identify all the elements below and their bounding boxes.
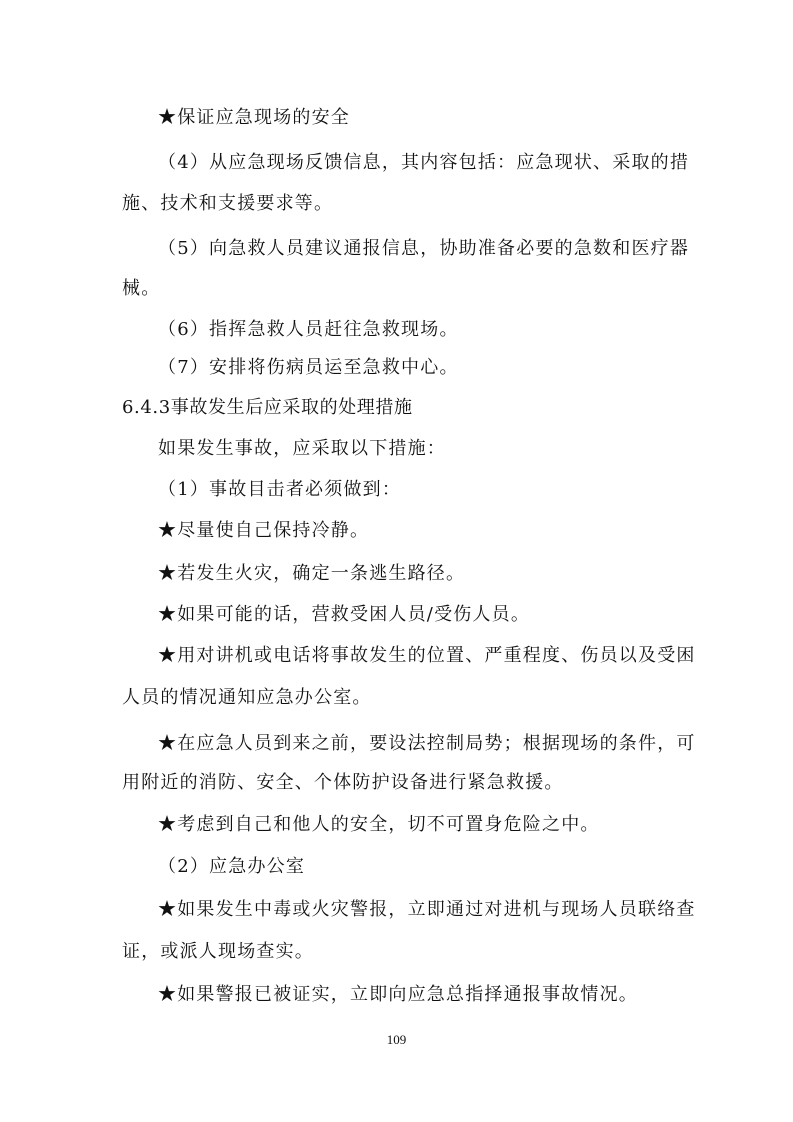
paragraph-line: ★如果可能的话，营救受困人员/受伤人员。 (158, 604, 531, 625)
paragraph-line: 械。 (122, 278, 161, 299)
paragraph-line: 用附近的消防、安全、个体防护设备进行紧急救援。 (122, 772, 564, 793)
paragraph-line: ★在应急人员到来之前，要设法控制局势；根据现场的条件，可 (158, 733, 696, 754)
paragraph-line: ★考虑到自己和他人的安全，切不可置身危险之中。 (158, 814, 600, 835)
paragraph-line: （6）指挥急救人员赶往急救现场。 (158, 319, 459, 340)
paragraph-line: 人员的情况通知应急办公室。 (122, 687, 372, 708)
paragraph-line: （5）向急救人员建议通报信息，协助准备必要的急数和医疗器 (158, 238, 690, 259)
section-heading: 6.4.3事故发生后应采取的处理措施 (122, 397, 413, 418)
paragraph-line: ★如果发生中毒或火灾警报，立即通过对进机与现场人员联络查 (158, 899, 696, 920)
page-number: 109 (386, 1032, 407, 1047)
paragraph-line: （7）安排将伤病员运至急救中心。 (158, 357, 459, 378)
paragraph-line: （2）应急办公室 (158, 856, 306, 877)
paragraph-line: 证，或派人现场查实。 (122, 941, 314, 962)
paragraph-line: ★如果警报已被证实，立即向应急总指择通报事故情况。 (158, 984, 638, 1005)
paragraph-line: （4）从应急现场反馈信息，其内容包括：应急现状、采取的措 (158, 152, 690, 173)
paragraph-line: ★若发生火灾，确定一条逃生路径。 (158, 563, 466, 584)
paragraph-line: 施、技术和支援要求等。 (122, 193, 334, 214)
paragraph-line: （1）事故目击者必须做到： (158, 479, 402, 500)
paragraph-line: ★用对讲机或电话将事故发生的位置、严重程度、伤员以及受困 (158, 645, 696, 666)
paragraph-line: ★保证应急现场的安全 (158, 107, 350, 128)
paragraph-line: 如果发生事故，应采取以下措施： (158, 438, 446, 459)
paragraph-line: ★尽量使自己保持冷静。 (158, 520, 370, 541)
